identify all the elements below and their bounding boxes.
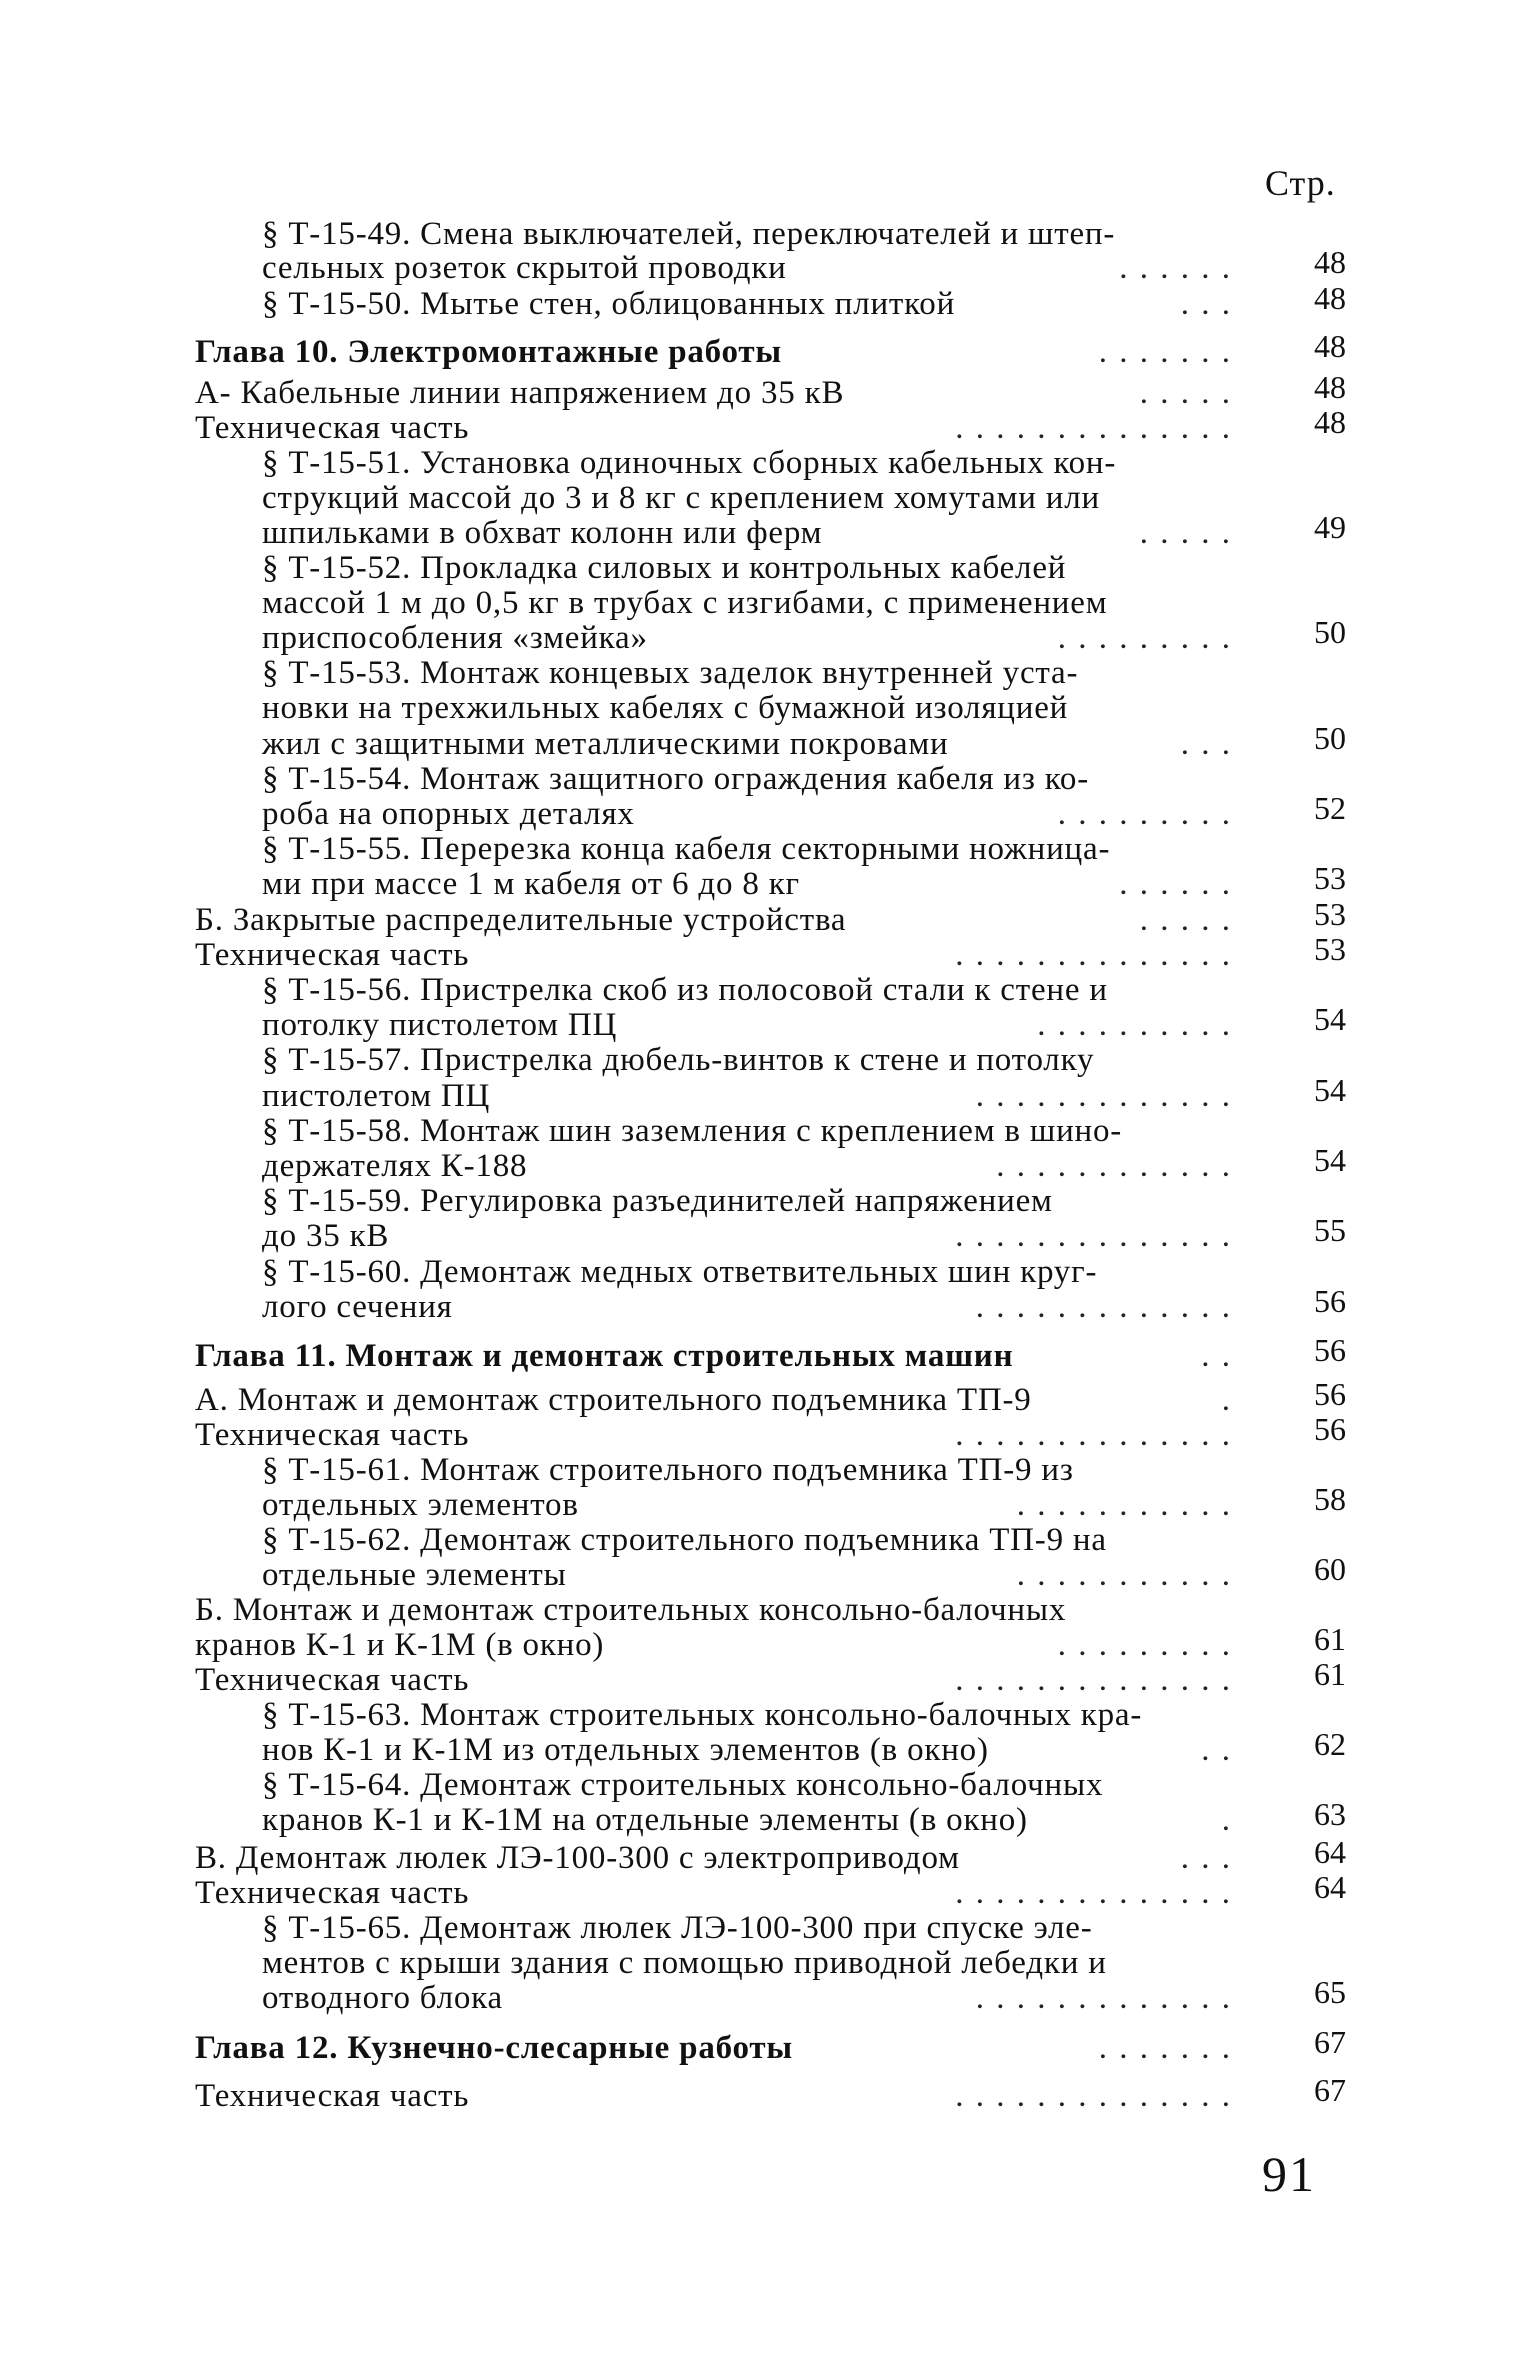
toc-dot-leader: . . . [1180, 1840, 1232, 1876]
toc-page-number: 48 [1314, 369, 1346, 405]
toc-dot-leader: . . . [1180, 286, 1232, 322]
toc-entry [262, 1522, 1232, 1558]
toc-entry-text: новки на трехжильных кабелях с бумажной изоляцией [262, 690, 1069, 726]
toc-entry-text: § Т-15-63. Монтаж строительных консольно-балочных кра- [262, 1697, 1143, 1733]
toc-page-number: 53 [1314, 931, 1346, 967]
toc-page-number: 61 [1314, 1621, 1346, 1657]
toc-page-number: 48 [1314, 328, 1346, 364]
toc-entry-text: § Т-15-58. Монтаж шин заземления с креплением в шино- [262, 1113, 1123, 1149]
toc-entry [195, 410, 1232, 446]
toc-entry-text: Техническая часть [195, 1875, 470, 1911]
toc-entry-text: § Т-15-55. Перерезка конца кабеля секторными ножница- [262, 831, 1111, 867]
toc-dot-leader: . . . . . . . . . . . [1016, 1557, 1232, 1593]
toc-dot-leader: . . . . . . [1119, 250, 1232, 286]
toc-dot-leader: . . . . . . . . . . . . . [975, 1078, 1232, 1114]
toc-entry-text: § Т-15-52. Прокладка силовых и контрольных кабелей [262, 550, 1067, 586]
toc-entry-text: роба на опорных деталях [262, 796, 635, 832]
toc-entry-text: § Т-15-53. Монтаж концевых заделок внутренней уста- [262, 655, 1079, 691]
toc-entry-text: В. Демонтаж люлек ЛЭ-100-300 с электроприводом [195, 1840, 960, 1876]
toc-entry-text: Б. Монтаж и демонтаж строительных консольно-балочных [195, 1592, 1067, 1628]
toc-entry [262, 1732, 1232, 1768]
toc-page-number: 62 [1314, 1726, 1346, 1762]
toc-entry [262, 1697, 1232, 1733]
toc-entry-text: § Т-15-51. Установка одиночных сборных кабельных кон- [262, 445, 1117, 481]
toc-dot-leader: . [1221, 1382, 1232, 1418]
toc-entry [262, 445, 1232, 481]
toc-dot-leader: . . . . . . [1119, 866, 1232, 902]
toc-dot-leader: . . [1201, 1732, 1232, 1768]
toc-entry [262, 1254, 1232, 1290]
toc-dot-leader: . . . . . . . . . . . . . . [955, 1662, 1232, 1698]
toc-entry-text: шпильками в обхват колонн или ферм [262, 515, 823, 551]
toc-entry-text: отдельных элементов [262, 1487, 579, 1523]
toc-entry-text: § Т-15-65. Демонтаж люлек ЛЭ-100-300 при спуске эле- [262, 1910, 1093, 1946]
toc-page-number: 54 [1314, 1001, 1346, 1037]
toc-entry [262, 286, 1232, 322]
toc-entry [262, 1078, 1232, 1114]
toc-entry-text: ми при массе 1 м кабеля от 6 до 8 кг [262, 866, 800, 902]
toc-entry [262, 1007, 1232, 1043]
toc-entry [195, 1840, 1232, 1876]
toc-entry [195, 1338, 1232, 1374]
toc-entry [262, 972, 1232, 1008]
toc-entry-text: § Т-15-60. Демонтаж медных ответвительных шин круг- [262, 1254, 1098, 1290]
toc-entry [262, 1945, 1232, 1981]
toc-entry-text: Глава 11. Монтаж и демонтаж строительных машин [195, 1338, 1014, 1374]
toc-entry [195, 2078, 1232, 2114]
toc-dot-leader: . . . . . . . [1098, 2030, 1232, 2066]
toc-dot-leader: . . . . . . . . . [1057, 620, 1232, 656]
toc-entry [195, 2030, 1232, 2066]
toc-entry [262, 620, 1232, 656]
toc-dot-leader: . . . . . . . . . . . . . [975, 1980, 1232, 2016]
toc-entry-text: отводного блока [262, 1980, 503, 2016]
toc-page-number: 65 [1314, 1974, 1346, 2010]
toc-entry-text: ментов с крыши здания с помощью приводной лебедки и [262, 1945, 1107, 1981]
toc-dot-leader: . . . . . . . . . [1057, 796, 1232, 832]
toc-entry-text: § Т-15-56. Пристрелка скоб из полосовой стали к стене и [262, 972, 1108, 1008]
toc-dot-leader: . . . . . . . [1098, 334, 1232, 370]
toc-entry [262, 1487, 1232, 1523]
toc-page-number: 48 [1314, 280, 1346, 316]
toc-dot-leader: . . . . . . . . . . . . . . [955, 937, 1232, 973]
toc-entry [262, 1910, 1232, 1946]
page-column-label: Стр. [1265, 163, 1336, 203]
toc-page-number: 56 [1314, 1283, 1346, 1319]
toc-dot-leader: . . . . . . . . . . . . . . [955, 2078, 1232, 2114]
toc-page-number: 60 [1314, 1551, 1346, 1587]
toc-page-number: 67 [1314, 2024, 1346, 2060]
toc-entry-text: Глава 10. Электромонтажные работы [195, 334, 782, 370]
toc-entry-text: Техническая часть [195, 1417, 470, 1453]
toc-entry [195, 1592, 1232, 1628]
toc-entry [262, 250, 1232, 286]
toc-page-number: 58 [1314, 1481, 1346, 1517]
toc-entry-text: Техническая часть [195, 1662, 470, 1698]
toc-page-number: 49 [1314, 509, 1346, 545]
toc-entry [262, 1183, 1232, 1219]
toc-dot-leader: . . . . . . . . . [1057, 1627, 1232, 1663]
toc-entry [195, 1417, 1232, 1453]
toc-dot-leader: . . . . . . . . . . . . . . [955, 410, 1232, 446]
toc-entry-text: до 35 кВ [262, 1218, 390, 1254]
toc-entry-text: отдельные элементы [262, 1557, 567, 1593]
toc-entry [262, 1980, 1232, 2016]
toc-entry [262, 1042, 1232, 1078]
toc-entry [262, 726, 1232, 762]
toc-page-number: 52 [1314, 790, 1346, 826]
toc-page-number: 56 [1314, 1376, 1346, 1412]
toc-entry-text: лого сечения [262, 1289, 453, 1325]
toc-entry [195, 1627, 1232, 1663]
toc-entry [195, 902, 1232, 938]
toc-entry [195, 1875, 1232, 1911]
toc-dot-leader: . . . . . . . . . . . . . [975, 1289, 1232, 1325]
toc-entry-text: А- Кабельные линии напряжением до 35 кВ [195, 375, 845, 411]
toc-page-number: 54 [1314, 1072, 1346, 1108]
toc-entry [262, 515, 1232, 551]
toc-entry-text: пистолетом ПЦ [262, 1078, 491, 1114]
toc-entry [262, 690, 1232, 726]
toc-entry-text: Глава 12. Кузнечно-слесарные работы [195, 2030, 793, 2066]
toc-entry [262, 1218, 1232, 1254]
toc-entry [262, 480, 1232, 516]
toc-page-number: 63 [1314, 1796, 1346, 1832]
toc-dot-leader: . . . . . . . . . . . . . . [955, 1218, 1232, 1254]
toc-entry-text: § Т-15-50. Мытье стен, облицованных плиткой [262, 286, 956, 322]
toc-page-number: 56 [1314, 1411, 1346, 1447]
toc-page-number: 48 [1314, 404, 1346, 440]
toc-entry [262, 1802, 1232, 1838]
toc-entry-text: массой 1 м до 0,5 кг в трубах с изгибами, с применением [262, 585, 1108, 621]
toc-dot-leader: . . . . . [1139, 515, 1232, 551]
toc-entry-text: А. Монтаж и демонтаж строительного подъемника ТП-9 [195, 1382, 1032, 1418]
toc-entry-text: Техническая часть [195, 410, 470, 446]
toc-entry-text: приспособления «змейка» [262, 620, 648, 656]
toc-entry-text: кранов К-1 и К-1М на отдельные элементы (в окно) [262, 1802, 1028, 1838]
toc-page-number: 64 [1314, 1869, 1346, 1905]
toc-dot-leader: . . . . . . . . . . . [1016, 1487, 1232, 1523]
toc-dot-leader: . . . . . [1139, 902, 1232, 938]
toc-entry [262, 831, 1232, 867]
toc-entry [262, 866, 1232, 902]
toc-entry [262, 796, 1232, 832]
toc-entry-text: кранов К-1 и К-1М (в окно) [195, 1627, 605, 1663]
toc-dot-leader: . . . . . . . . . . . . [996, 1148, 1232, 1184]
toc-entry [262, 655, 1232, 691]
toc-dot-leader: . . . . . . . . . . . . . . [955, 1417, 1232, 1453]
toc-entry [262, 761, 1232, 797]
toc-page-number: 48 [1314, 244, 1346, 280]
toc-entry [262, 1113, 1232, 1149]
toc-entry-text: § Т-15-57. Пристрелка дюбель-винтов к стене и потолку [262, 1042, 1095, 1078]
toc-entry-text: держателях К-188 [262, 1148, 528, 1184]
toc-page-number: 56 [1314, 1332, 1346, 1368]
toc-entry-text: § Т-15-61. Монтаж строительного подъемника ТП-9 из [262, 1452, 1074, 1488]
toc-entry [195, 937, 1232, 973]
toc-page-number: 53 [1314, 860, 1346, 896]
toc-entry [262, 1452, 1232, 1488]
toc-entry [262, 1289, 1232, 1325]
toc-entry [262, 1767, 1232, 1803]
toc-entry [195, 1662, 1232, 1698]
toc-entry-text: § Т-15-62. Демонтаж строительного подъемника ТП-9 на [262, 1522, 1107, 1558]
toc-entry-text: сельных розеток скрытой проводки [262, 250, 787, 286]
toc-dot-leader: . . . [1180, 726, 1232, 762]
toc-entry [262, 216, 1232, 252]
toc-entry-text: Техническая часть [195, 2078, 470, 2114]
toc-dot-leader: . . . . . [1139, 375, 1232, 411]
toc-entry-text: потолку пистолетом ПЦ [262, 1007, 618, 1043]
toc-entry [195, 1382, 1232, 1418]
toc-page-number: 67 [1314, 2072, 1346, 2108]
toc-entry [195, 334, 1232, 370]
toc-page-number: 53 [1314, 896, 1346, 932]
toc-page-number: 61 [1314, 1656, 1346, 1692]
toc-entry [262, 1557, 1232, 1593]
toc-dot-leader: . . [1201, 1338, 1232, 1374]
toc-page-number: 54 [1314, 1142, 1346, 1178]
toc-entry [262, 1148, 1232, 1184]
toc-page-number: 64 [1314, 1834, 1346, 1870]
toc-entry [262, 550, 1232, 586]
toc-page-number: 50 [1314, 720, 1346, 756]
page-number: 91 [1262, 2146, 1316, 2202]
toc-page-number: 50 [1314, 614, 1346, 650]
toc-entry-text: Техническая часть [195, 937, 470, 973]
toc-entry [262, 585, 1232, 621]
toc-dot-leader: . . . . . . . . . . [1037, 1007, 1232, 1043]
toc-entry-text: § Т-15-49. Смена выключателей, переключателей и штеп- [262, 216, 1116, 252]
toc-entry-text: § Т-15-59. Регулировка разъединителей напряжением [262, 1183, 1053, 1219]
toc-dot-leader: . [1221, 1802, 1232, 1838]
toc-entry-text: струкций массой до 3 и 8 кг с креплением хомутами или [262, 480, 1100, 516]
toc-page-number: 55 [1314, 1212, 1346, 1248]
toc-dot-leader: . . . . . . . . . . . . . . [955, 1875, 1232, 1911]
toc-entry-text: нов К-1 и К-1М из отдельных элементов (в окно) [262, 1732, 989, 1768]
toc-entry-text: § Т-15-54. Монтаж защитного ограждения кабеля из ко- [262, 761, 1090, 797]
toc-entry-text: жил с защитными металлическими покровами [262, 726, 949, 762]
toc-entry-text: Б. Закрытые распределительные устройства [195, 902, 847, 938]
toc-entry [195, 375, 1232, 411]
toc-entry-text: § Т-15-64. Демонтаж строительных консольно-балочных [262, 1767, 1104, 1803]
